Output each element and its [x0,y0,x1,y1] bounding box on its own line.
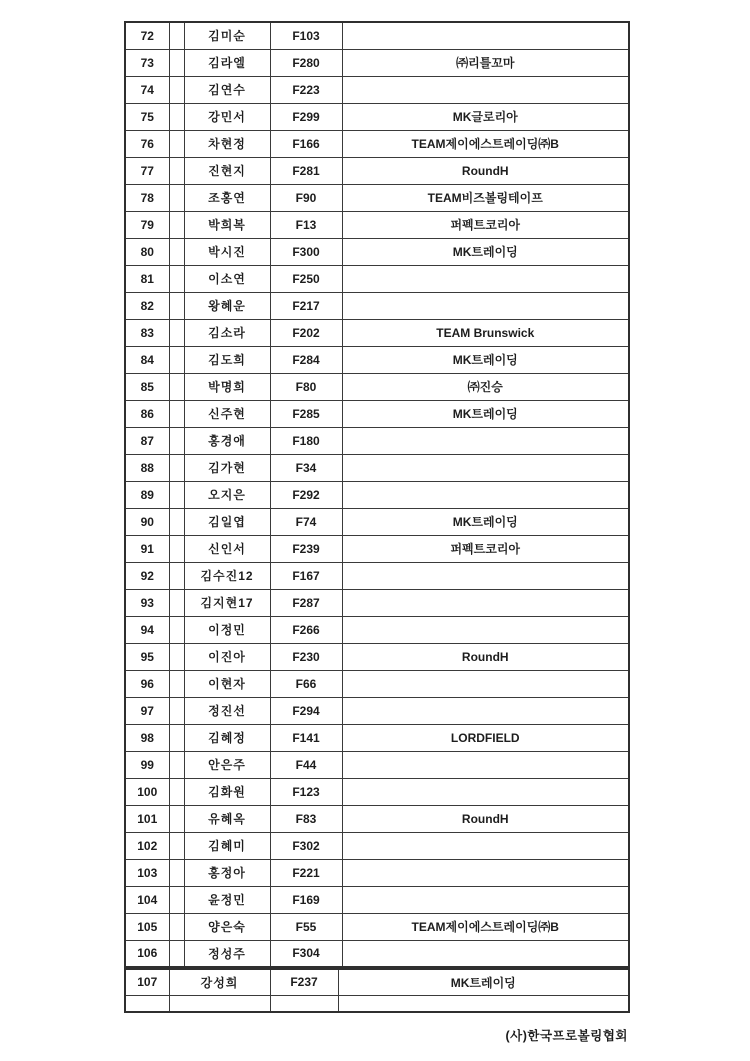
table-row [125,940,629,967]
cell-spacer [169,805,184,832]
cell-code: F239 [270,535,342,562]
table-row [125,724,629,751]
roster-table [124,21,630,968]
cell-code: F285 [270,400,342,427]
cell-spacer [169,832,184,859]
cell-number: 97 [125,697,169,724]
cell-number: 75 [125,103,169,130]
cell-name [169,995,270,1012]
cell-code: F66 [270,670,342,697]
cell-code: F103 [270,22,342,49]
cell-spacer [169,103,184,130]
cell-affiliation [342,292,629,319]
table-row [125,508,629,535]
cell-name: 오지은 [184,481,270,508]
cell-code: F230 [270,643,342,670]
footer-org-label: (사)한국프로볼링협회 [505,1029,628,1043]
cell-code: F294 [270,697,342,724]
cell-spacer [169,211,184,238]
cell-number: 92 [125,562,169,589]
cell-spacer [169,562,184,589]
table-row [125,76,629,103]
cell-spacer [169,724,184,751]
cell-number: 85 [125,373,169,400]
cell-name: 이소연 [184,265,270,292]
cell-spacer [169,400,184,427]
cell-affiliation [342,562,629,589]
cell-number: 95 [125,643,169,670]
cell-affiliation [342,589,629,616]
cell-number: 90 [125,508,169,535]
cell-name: 김일엽 [184,508,270,535]
cell-affiliation: RoundH [342,157,629,184]
cell-code: F292 [270,481,342,508]
table-row [125,913,629,940]
cell-number: 80 [125,238,169,265]
cell-number: 102 [125,832,169,859]
cell-code: F223 [270,76,342,103]
cell-name: 이현자 [184,670,270,697]
cell-code: F266 [270,616,342,643]
cell-name: 김혜미 [184,832,270,859]
cell-spacer [169,643,184,670]
table-row [125,49,629,76]
cell-name: 김수진12 [184,562,270,589]
cell-number: 77 [125,157,169,184]
cell-number: 78 [125,184,169,211]
cell-spacer [169,454,184,481]
table-row-empty [125,995,629,1012]
cell-number: 104 [125,886,169,913]
cell-code: F237 [270,969,338,995]
cell-number [125,995,169,1012]
cell-affiliation [342,76,629,103]
cell-name: 김라엘 [184,49,270,76]
cell-spacer [169,940,184,967]
cell-number: 83 [125,319,169,346]
cell-name: 박희복 [184,211,270,238]
cell-code: F284 [270,346,342,373]
cell-code: F299 [270,103,342,130]
cell-code: F123 [270,778,342,805]
roster-table-body [125,22,629,967]
cell-affiliation: TEAM Brunswick [342,319,629,346]
cell-spacer [169,670,184,697]
cell-affiliation: LORDFIELD [342,724,629,751]
cell-spacer [169,292,184,319]
cell-affiliation [342,751,629,778]
cell-spacer [169,319,184,346]
cell-number: 105 [125,913,169,940]
cell-name: 김연수 [184,76,270,103]
cell-affiliation [342,481,629,508]
cell-affiliation: MK트레이딩 [342,346,629,373]
cell-spacer [169,913,184,940]
cell-number: 98 [125,724,169,751]
cell-code: F250 [270,265,342,292]
table-row [125,22,629,49]
cell-number: 107 [125,969,169,995]
cell-number: 103 [125,859,169,886]
cell-name: 정진선 [184,697,270,724]
cell-affiliation [342,670,629,697]
cell-code: F44 [270,751,342,778]
cell-affiliation: MK트레이딩 [342,508,629,535]
cell-code: F90 [270,184,342,211]
cell-number: 72 [125,22,169,49]
table-row [125,832,629,859]
table-row [125,454,629,481]
cell-affiliation: RoundH [342,643,629,670]
cell-number: 86 [125,400,169,427]
cell-spacer [169,616,184,643]
cell-spacer [169,427,184,454]
cell-code: F80 [270,373,342,400]
table-row [125,238,629,265]
table-row [125,886,629,913]
cell-code: F83 [270,805,342,832]
table-row [125,670,629,697]
table-row [125,130,629,157]
cell-number: 94 [125,616,169,643]
table-row [125,562,629,589]
cell-name: 강성희 [169,969,270,995]
table-row [125,211,629,238]
cell-affiliation: MK트레이딩 [338,969,629,995]
table-row [125,373,629,400]
cell-number: 84 [125,346,169,373]
table-row [125,805,629,832]
table-row [125,697,629,724]
table-row [125,859,629,886]
table-row [125,589,629,616]
cell-name: 윤정민 [184,886,270,913]
cell-name: 박명희 [184,373,270,400]
cell-name: 김미순 [184,22,270,49]
cell-code: F302 [270,832,342,859]
cell-affiliation [342,886,629,913]
cell-name: 왕혜운 [184,292,270,319]
cell-name: 조홍연 [184,184,270,211]
cell-code [270,995,338,1012]
cell-affiliation: TEAM제이에스트레이딩㈜B [342,913,629,940]
table-row [125,103,629,130]
cell-spacer [169,346,184,373]
cell-name: 유혜옥 [184,805,270,832]
cell-number: 82 [125,292,169,319]
cell-name: 김지현17 [184,589,270,616]
cell-code: F221 [270,859,342,886]
cell-name: 홍정아 [184,859,270,886]
cell-code: F167 [270,562,342,589]
table-row [125,969,629,995]
cell-code: F169 [270,886,342,913]
cell-spacer [169,238,184,265]
cell-affiliation [342,427,629,454]
cell-code: F217 [270,292,342,319]
roster-table-tail [124,968,630,1013]
table-row [125,292,629,319]
cell-number: 88 [125,454,169,481]
cell-spacer [169,22,184,49]
cell-code: F280 [270,49,342,76]
cell-spacer [169,589,184,616]
cell-spacer [169,859,184,886]
cell-name: 진현지 [184,157,270,184]
cell-name: 김소라 [184,319,270,346]
cell-number: 106 [125,940,169,967]
cell-number: 74 [125,76,169,103]
cell-code: F180 [270,427,342,454]
table-row [125,157,629,184]
cell-code: F141 [270,724,342,751]
cell-name: 차현정 [184,130,270,157]
cell-name: 신인서 [184,535,270,562]
cell-name: 김도희 [184,346,270,373]
cell-number: 73 [125,49,169,76]
cell-affiliation: MK글로리아 [342,103,629,130]
cell-code: F202 [270,319,342,346]
cell-affiliation [342,616,629,643]
cell-affiliation: RoundH [342,805,629,832]
cell-affiliation [342,940,629,967]
table-row [125,481,629,508]
cell-affiliation [342,832,629,859]
cell-spacer [169,751,184,778]
cell-affiliation: 퍼펙트코리아 [342,211,629,238]
table-row [125,319,629,346]
cell-spacer [169,130,184,157]
table-row [125,400,629,427]
cell-spacer [169,265,184,292]
cell-spacer [169,481,184,508]
cell-code: F34 [270,454,342,481]
cell-spacer [169,535,184,562]
table-row [125,535,629,562]
cell-number: 101 [125,805,169,832]
cell-number: 100 [125,778,169,805]
cell-spacer [169,697,184,724]
cell-number: 76 [125,130,169,157]
cell-number: 99 [125,751,169,778]
cell-code: F281 [270,157,342,184]
cell-affiliation: ㈜리틀꼬마 [342,49,629,76]
table-row [125,751,629,778]
cell-affiliation [342,265,629,292]
cell-affiliation [342,778,629,805]
cell-affiliation [342,454,629,481]
table-row [125,184,629,211]
table-row [125,616,629,643]
cell-affiliation: TEAM제이에스트레이딩㈜B [342,130,629,157]
table-row [125,643,629,670]
cell-affiliation [342,859,629,886]
cell-code: F304 [270,940,342,967]
cell-code: F55 [270,913,342,940]
cell-name: 양은숙 [184,913,270,940]
cell-affiliation [342,697,629,724]
cell-affiliation: MK트레이딩 [342,238,629,265]
cell-affiliation: MK트레이딩 [342,400,629,427]
cell-code: F300 [270,238,342,265]
cell-code: F13 [270,211,342,238]
cell-spacer [169,184,184,211]
cell-name: 이정민 [184,616,270,643]
table-row [125,265,629,292]
cell-spacer [169,778,184,805]
table-row [125,778,629,805]
cell-spacer [169,76,184,103]
cell-affiliation: TEAM비즈볼링테이프 [342,184,629,211]
table-row [125,346,629,373]
cell-number: 87 [125,427,169,454]
cell-number: 79 [125,211,169,238]
cell-code: F287 [270,589,342,616]
cell-name: 정성주 [184,940,270,967]
cell-name: 박시진 [184,238,270,265]
cell-affiliation [342,22,629,49]
cell-spacer [169,373,184,400]
cell-code: F74 [270,508,342,535]
cell-name: 신주현 [184,400,270,427]
cell-name: 홍경애 [184,427,270,454]
cell-name: 안은주 [184,751,270,778]
cell-affiliation: ㈜진승 [342,373,629,400]
cell-number: 81 [125,265,169,292]
cell-spacer [169,49,184,76]
cell-number: 96 [125,670,169,697]
cell-name: 김화원 [184,778,270,805]
cell-number: 93 [125,589,169,616]
cell-name: 이진아 [184,643,270,670]
cell-name: 김가현 [184,454,270,481]
cell-spacer [169,157,184,184]
cell-number: 91 [125,535,169,562]
cell-name: 강민서 [184,103,270,130]
cell-code: F166 [270,130,342,157]
cell-spacer [169,886,184,913]
table-row [125,427,629,454]
cell-name: 김혜정 [184,724,270,751]
cell-number: 89 [125,481,169,508]
cell-affiliation: 퍼펙트코리아 [342,535,629,562]
cell-affiliation [338,995,629,1012]
cell-spacer [169,508,184,535]
